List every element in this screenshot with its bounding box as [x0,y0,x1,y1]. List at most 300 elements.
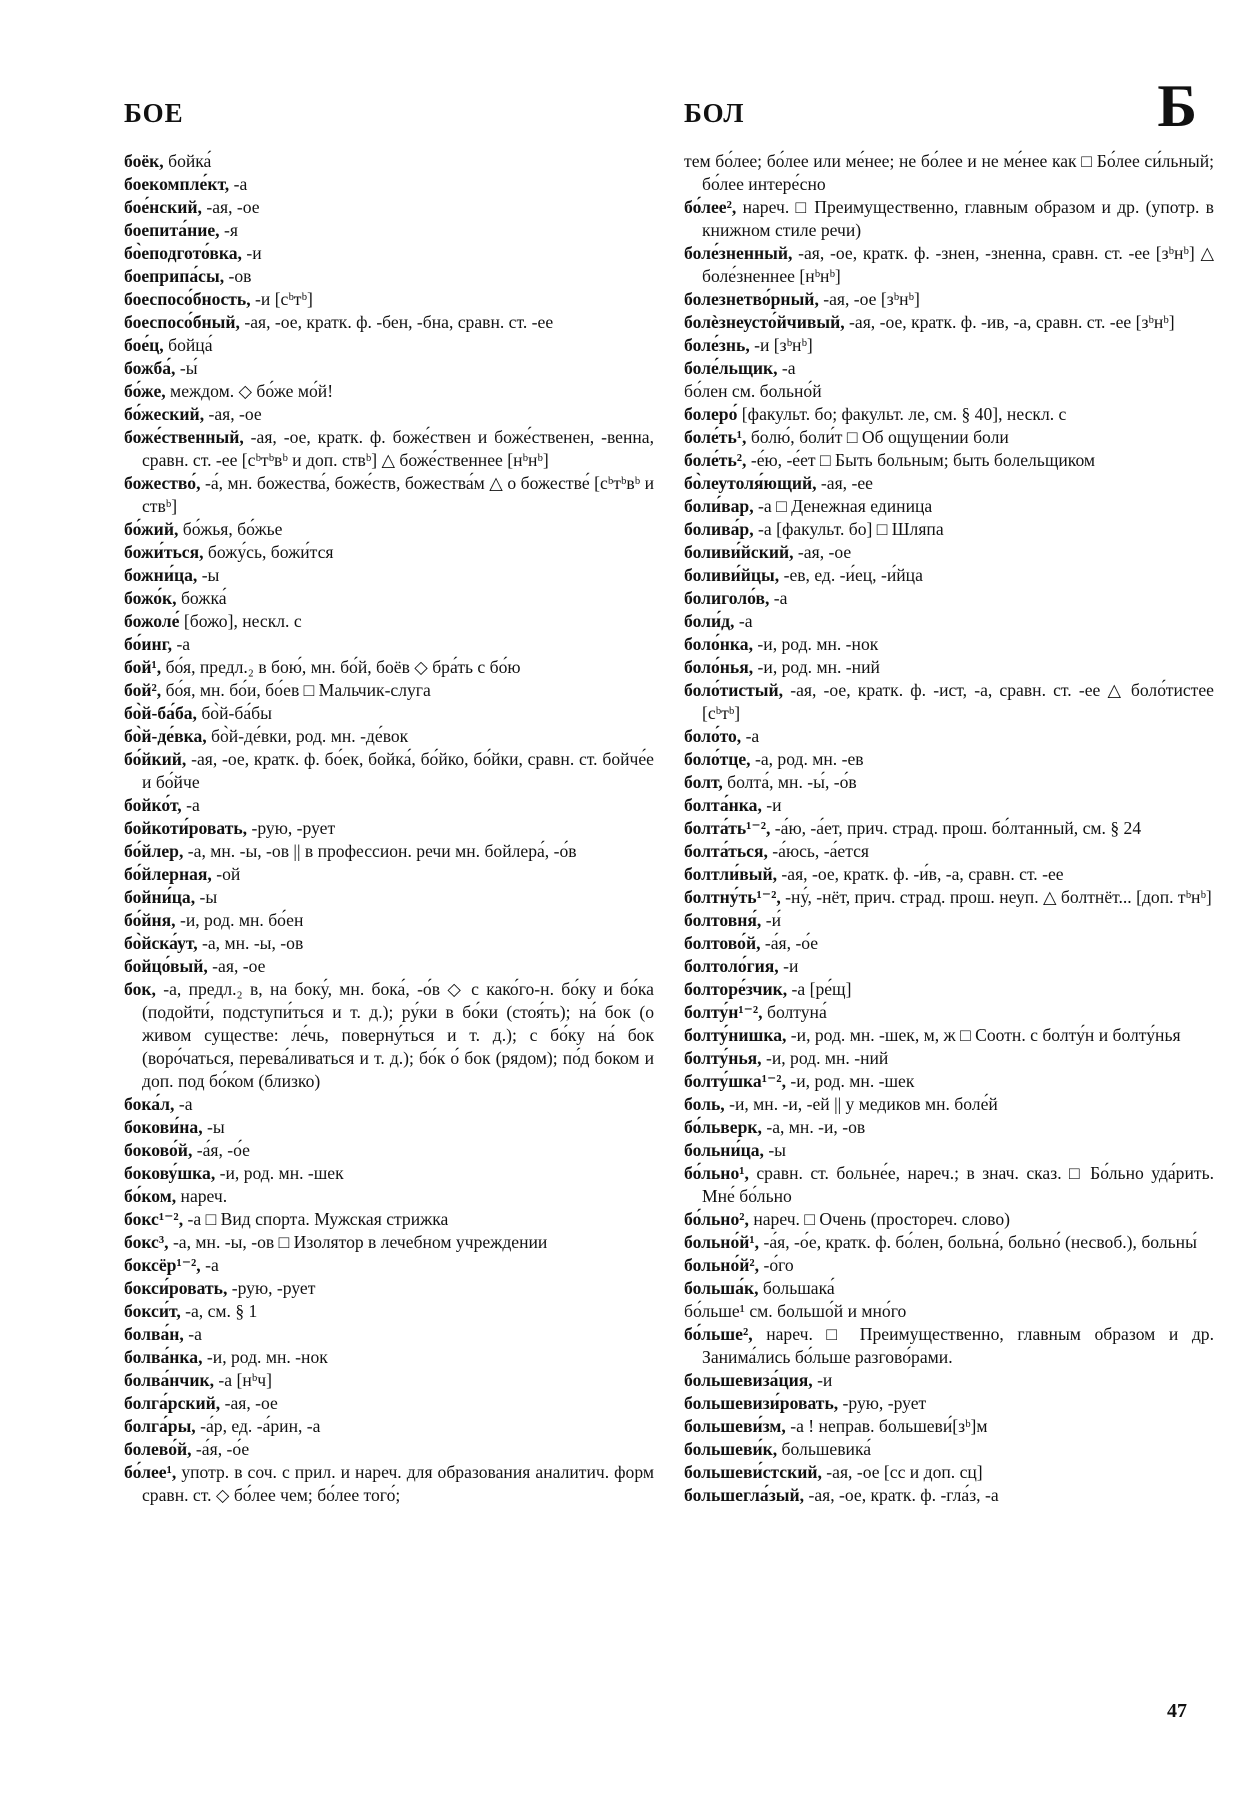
entry-definition: -а [174,1094,193,1114]
entry-definition: -ая, -ое [204,404,262,424]
dictionary-entry [124,1392,654,1415]
entry-definition: -а [172,634,191,654]
entry-definition: бойка́ [163,151,212,171]
dictionary-entry [684,978,1214,1001]
dictionary-entry [684,1024,1214,1047]
dictionary-entry [124,978,654,1093]
headword: большевиза́ция, [684,1370,813,1390]
entry-definition: -а, мн. -ы, -ов [197,933,304,953]
headword: болва́н, [124,1324,184,1344]
headword: бое́нский, [124,197,202,217]
dictionary-entry [124,1346,654,1369]
headword: боло́тистый, [684,680,784,700]
dictionary-entry [124,1162,654,1185]
headword: божба́, [124,358,176,378]
dictionary-entry [684,955,1214,978]
entry-definition: -ая, -ое, кратк. ф. боже́ствен и боже́ственен, -венна, сравн. ст. -ее [сᵇтᵇвᵇ и доп. ствᵇ] △ боже́ственнее [нᵇнᵇ] [142,427,654,470]
entry-definition: -ов [224,266,252,286]
entry-definition: -а, мн. -и, -ов [761,1117,866,1137]
dictionary-entry [124,725,654,748]
entry-definition: -и [761,795,782,815]
entry-definition: -ой [211,864,241,884]
headword: бо́йлер, [124,841,184,861]
entry-definition: -ы [197,565,220,585]
entry-definition: -ну́, -нёт, прич. страд. прош. неуп. △ болтнёт... [доп. тᵇнᵇ] [780,887,1212,907]
entry-definition: -и, род. мн. -шек [785,1071,915,1091]
headword: божоле́ [124,611,180,631]
dictionary-entry [124,1185,654,1208]
headword: боеспосо́бный, [124,312,240,332]
entry-definition: -рую, -рует [838,1393,927,1413]
headword: бо́инг, [124,634,173,654]
dictionary-entry [684,1231,1214,1254]
dictionary-entry [124,403,654,426]
entry-definition: -я [219,220,238,240]
dictionary-entry [124,150,654,173]
entry-definition: -а [769,588,788,608]
entry-definition: -и [241,243,262,263]
dictionary-entry [684,1208,1214,1231]
page-number: 47 [1167,1700,1187,1722]
headword: боло́нка, [684,634,754,654]
entry-definition: -ая, -ое [201,197,260,217]
headword: болту́нишка, [684,1025,787,1045]
headword: боле́льщик, [684,358,778,378]
entry-definition: божка́ [176,588,227,608]
headword: большегла́зый, [684,1485,805,1505]
entry-definition: -а [ре́щ] [787,979,852,999]
headword: бокси́ровать, [124,1278,228,1298]
headword: бойни́ца, [124,887,196,907]
dictionary-entry [124,1461,654,1507]
dictionary-entry [684,817,1214,840]
headword: болта́ться, [684,841,768,861]
dictionary-entry [684,794,1214,817]
headword: бокови́на, [124,1117,203,1137]
entry-definition: -ая, -ое, кратк. ф. -гла́з, -а [804,1485,999,1505]
entry-definition: божу́сь, божи́тся [203,542,334,562]
headword: бо̀й-ба́ба, [124,703,197,723]
headword: бок, [124,979,156,999]
dictionary-entry [124,564,654,587]
dictionary-entry [124,886,654,909]
entry-definition: -ая, -ое [207,956,266,976]
dictionary-entry [124,472,654,518]
dictionary-entry [684,1070,1214,1093]
entry-definition: -а́я, -о́е [760,933,819,953]
entry-definition: -и, род. мн. -шек [215,1163,344,1183]
entry-definition: -и [зᵇнᵇ] [749,335,813,355]
entry-definition: бо́я, мн. бо́и, бо́ев □ Мальчик-слуга [161,680,431,700]
dictionary-entry [124,541,654,564]
entry-definition: -а [741,726,760,746]
headword: бойко́т, [124,795,182,815]
headword: боло́тце, [684,749,751,769]
entry-definition: бо̀й-ба́бы [196,703,272,723]
headword: бой¹, [124,657,162,677]
headword: болту́н¹⁻², [684,1002,763,1022]
headword: бой², [124,680,162,700]
entry-definition: тем бо́лее; бо́лее или ме́нее; не бо́лее и не ме́нее как □ Бо́лее си́льный; бо́лее интере́сно [684,151,1214,194]
dictionary-entry [124,1323,654,1346]
entry-definition: нареч. □ Преимущественно, главным образом и др. (употр. в книжном стиле речи) [702,197,1214,240]
dictionary-entry [684,357,1214,380]
dictionary-entry [684,1415,1214,1438]
dictionary-entry [684,1047,1214,1070]
headword: болту́нья, [684,1048,762,1068]
dictionary-entry [124,955,654,978]
dictionary-entry [124,932,654,955]
entry-definition: -ая, -ое, кратк. ф. бо́ек, бойка́, бо́йко, бо́йки, сравн. ст. бойче́е и бо́йче [142,749,654,792]
dictionary-entry [684,1438,1214,1461]
entry-definition: -а [183,1324,202,1344]
entry-definition: бо́льше¹ см. большо́й и мно́го [684,1301,907,1321]
entry-definition: -а [нᵇч] [214,1370,272,1390]
entry-definition: -рую, -рует [247,818,336,838]
headword: божество́, [124,473,201,493]
headword: болтли́вый, [684,864,777,884]
headword: бо̀й-де́вка, [124,726,207,746]
dictionary-entry [684,564,1214,587]
headword: болтово́й, [684,933,761,953]
dictionary-entry [124,242,654,265]
headword: болѐзнеусто́йчивый, [684,312,845,332]
headword: бо̀йска́ут, [124,933,198,953]
entry-definition: -и, род. мн. бо́ен [175,910,304,930]
entry-definition: -а [777,358,796,378]
headword: бойкоти́ровать, [124,818,248,838]
headword: болтну́ть¹⁻², [684,887,781,907]
entry-definition: -ая, -ое [793,542,852,562]
dictionary-entry [684,1093,1214,1116]
dictionary-entry [684,1162,1214,1208]
dictionary-entry [684,1001,1214,1024]
entry-definition: большака́ [758,1278,835,1298]
entry-definition: бо̀й-де́вки, род. мн. -де́вок [206,726,409,746]
dictionary-entry [124,265,654,288]
entry-definition: -а [181,795,200,815]
entry-definition: -ы [202,1117,225,1137]
dictionary-entry [684,679,1214,725]
entry-definition: -ая, -ое, кратк. ф. -ист, -а, сравн. ст. -ее △ боло́тистее [сᵇтᵇ] [702,680,1214,723]
dictionary-entry [684,311,1214,334]
entry-definition: бо́жья, бо́жье [178,519,283,539]
entry-definition: -а́р, ед. -а́рин, -а [195,1416,321,1436]
headword: болево́й, [124,1439,192,1459]
headword: боксёр¹⁻², [124,1255,201,1275]
entry-definition: [божо], нескл. с [179,611,302,631]
dictionary-entry [124,1093,654,1116]
dictionary-entry [124,840,654,863]
dictionary-entry [124,196,654,219]
headword: боекомпле́кт, [124,174,230,194]
entry-definition: нареч. □ Преимущественно, главным образом и др. Занима́лись бо́льше разгово́рами. [702,1324,1214,1367]
entry-definition: употр. в соч. с прил. и нареч. для образования аналитич. форм сравн. ст. ◇ бо́лее чем; бо́лее того́; [142,1462,654,1505]
dictionary-entry [684,656,1214,679]
dictionary-entry [124,587,654,610]
dictionary-entry [124,702,654,725]
headword: болта́нка, [684,795,762,815]
entry-definition: -ая, -ее [816,473,873,493]
dictionary-entry [124,1254,654,1277]
dictionary-entry [684,1300,1214,1323]
entry-definition: -ая, -ое, кратк. ф. -знен, -зненна, сравн. ст. -ее [зᵇнᵇ] △ боле́зненнее [нᵇнᵇ] [702,243,1214,286]
headword: болту́шка¹⁻², [684,1071,786,1091]
headword: больша́к, [684,1278,759,1298]
dictionary-entry [684,932,1214,955]
entry-definition: -ая, -ое [зᵇнᵇ] [818,289,920,309]
headword: боепита́ние, [124,220,220,240]
entry-definition: -е́ю, -е́ет □ Быть больным; быть болельщиком [746,450,1096,470]
entry-definition: -ая, -ое, кратк. ф. -бен, -бна, сравн. ст. -ее [239,312,554,332]
dictionary-entry [124,817,654,840]
dictionary-entry [684,1254,1214,1277]
dictionary-entry [684,1461,1214,1484]
headword: болиголо́в, [684,588,770,608]
dictionary-entry [124,1231,654,1254]
headword: божи́ться, [124,542,204,562]
entry-definition: -ев, ед. -и́ец, -и́йца [779,565,923,585]
dictionary-entry [684,633,1214,656]
headword: болга́ры, [124,1416,196,1436]
entry-definition: бо́я, предл.₂ в бою́, мн. бо́й, боёв ◇ бра́ть с бо́ю [161,657,521,677]
dictionary-entry [124,1300,654,1323]
dictionary-entry [124,1369,654,1392]
dictionary-entry [684,909,1214,932]
dictionary-entry [124,679,654,702]
entry-definition: -рую, -рует [227,1278,316,1298]
entry-definition: -и, род. мн. -нок [753,634,879,654]
dictionary-entry [684,1392,1214,1415]
headword: боливи́йский, [684,542,794,562]
dictionary-entry [124,633,654,656]
dictionary-entry [124,794,654,817]
entry-definition: -и́ [761,910,782,930]
dictionary-entry [124,219,654,242]
headword: бо́жий, [124,519,179,539]
headword: большевизи́ровать, [684,1393,839,1413]
dictionary-entry [124,656,654,679]
dictionary-entry [124,1208,654,1231]
headword: бо́ком, [124,1186,177,1206]
entry-definition: болю́, боли́т □ Об ощущении боли [746,427,1009,447]
entry-definition: -а [229,174,248,194]
dictionary-entry [684,840,1214,863]
entry-definition: сравн. ст. больне́е, нареч.; в знач. сказ. □ Бо́льно уда́рить. Мне́ бо́льно [702,1163,1214,1206]
entry-definition: -а́я, -о́е, кратк. ф. бо́лен, больна́, больно́ (несвоб.), больны́ [759,1232,1197,1252]
headword: бо́жеский, [124,404,205,424]
dictionary-entry [684,886,1214,909]
entry-definition: -ая, -ое [сс и доп. сц] [821,1462,983,1482]
entry-definition: -а, предл.₂ в, на боку́, мн. бока́, -о́в ◇ с како́го-н. бо́ку и бо́ка (подойти́, подступи́ться и т. д.); ру́ки в бо́ки (стоя́ть); на́ бок (о живом существе: ле́чь, поверну́ться и т. д.); с бо́ку на́ бок (воро́чаться, перева́ливаться и т. д.); бо́к о́ бок (рядом); по́д боком и доп. под бо́ком (близко) [142,979,654,1091]
dictionary-entry [684,426,1214,449]
headword: боло́нья, [684,657,754,677]
dictionary-entry [124,1415,654,1438]
entry-definition: -а □ Денежная единица [753,496,933,516]
dictionary-entry [124,909,654,932]
dictionary-entry [124,357,654,380]
entry-definition: бойца́ [163,335,213,355]
entry-definition: -а, мн. -ы, -ов || в профессион. речи мн. бойлера́, -о́в [183,841,577,861]
headword: бокси́т, [124,1301,181,1321]
entry-definition: нареч. □ Очень (простореч. слово) [748,1209,1010,1229]
headword: боково́й, [124,1140,193,1160]
headword: боли́д, [684,611,735,631]
headword: болта́ть¹⁻², [684,818,771,838]
entry-definition: -а́я, -о́е [192,1140,250,1160]
entry-definition: -а́ю, -а́ет, прич. страд. прош. бо́лтанный, см. § 24 [770,818,1142,838]
dictionary-entry [124,1116,654,1139]
dictionary-entry [124,173,654,196]
dictionary-entry [124,288,654,311]
headword: бойцо́вый, [124,956,208,976]
headword: болива́р, [684,519,754,539]
headword: болт, [684,772,723,792]
dictionary-entry [684,1369,1214,1392]
dictionary-entry [124,1277,654,1300]
dictionary-entry [684,748,1214,771]
entry-definition: -а, см. § 1 [180,1301,258,1321]
left-column [124,150,654,1507]
entry-definition: междом. ◇ бо́же мо́й! [165,381,334,401]
entry-definition: -а □ Вид спорта. Мужская стрижка [183,1209,449,1229]
entry-definition: -а [200,1255,219,1275]
dictionary-entry [684,771,1214,794]
entry-definition: большевика́ [777,1439,872,1459]
dictionary-entry [684,449,1214,472]
headword: боеприпа́сы, [124,266,225,286]
entry-definition: -а [734,611,753,631]
headword: бокову́шка, [124,1163,216,1183]
headword: боеспосо́бность, [124,289,251,309]
entry-definition: -а, мн. -ы, -ов □ Изолятор в лечебном учреждении [168,1232,548,1252]
headword: болва́нчик, [124,1370,215,1390]
entry-definition: болта́, мн. -ы́, -о́в [722,772,857,792]
headword: боли́вар, [684,496,754,516]
entry-definition: -ая, -ое, кратк. ф. -и́в, -а, сравн. ст. -ее [777,864,1064,884]
dictionary-entry [684,1139,1214,1162]
headword: божни́ца, [124,565,198,585]
dictionary-entry [684,150,1214,196]
headword: больни́ца, [684,1140,764,1160]
dictionary-entry [684,863,1214,886]
dictionary-entry [124,518,654,541]
headword: болва́нка, [124,1347,203,1367]
entry-definition: -а́, мн. божества́, боже́ств, божества́м △ о божестве́ [сᵇтᵇвᵇ и ствᵇ] [142,473,654,516]
entry-definition: нареч. [176,1186,228,1206]
entry-definition: [факульт. бо; факульт. ле, см. § 40], нескл. с [737,404,1067,424]
right-column [684,150,1214,1507]
headword: боле́ть², [684,450,747,470]
entry-definition: -а, род. мн. -ев [750,749,864,769]
running-head-left: БОЕ [124,98,184,128]
dictionary-entry [124,1438,654,1461]
dictionary-entry [124,1139,654,1162]
headword: бока́л, [124,1094,175,1114]
dictionary-entry [124,380,654,403]
dictionary-entry [124,863,654,886]
headword: бо́льверк, [684,1117,762,1137]
dictionary-entry [124,311,654,334]
dictionary-entry [684,610,1214,633]
dictionary-entry [684,334,1214,357]
dictionary-entry [684,725,1214,748]
headword: бокс³, [124,1232,169,1252]
dictionary-entry [124,748,654,794]
dictionary-entry [124,334,654,357]
headword: больно́й², [684,1255,760,1275]
headword: боло́то, [684,726,742,746]
dictionary-entry [684,196,1214,242]
running-head-right: БОЛ [684,98,745,128]
dictionary-entry [124,426,654,472]
headword: боливи́йцы, [684,565,780,585]
dictionary-entry [684,1323,1214,1369]
headword: болтовня́, [684,910,762,930]
entry-definition: -ы́ [175,358,198,378]
entry-definition: -ы [195,887,218,907]
entry-definition: -и [778,956,799,976]
headword: большеви́зм, [684,1416,786,1436]
dictionary-entry [684,403,1214,426]
entry-definition: -ы [763,1140,786,1160]
headword: болеро́ [684,404,738,424]
headword: болторе́зчик, [684,979,788,999]
dictionary-entry [124,610,654,633]
dictionary-entry [684,1116,1214,1139]
headword: болга́рский, [124,1393,221,1413]
headword: бо́йня, [124,910,176,930]
headword: бо́льно², [684,1209,749,1229]
entry-definition: -а́юсь, -а́ется [767,841,869,861]
entry-definition: -и, мн. -и, -ей || у медиков мн. боле́й [724,1094,998,1114]
headword: бокс¹⁻², [124,1209,184,1229]
headword: большеви́к, [684,1439,778,1459]
dictionary-entry [684,380,1214,403]
entry-definition: -и, род. мн. -ний [753,657,880,677]
dictionary-entry [684,518,1214,541]
entry-definition: -ая, -ое, кратк. ф. -ив, -а, сравн. ст. -ее [зᵇнᵇ] [844,312,1175,332]
headword: большеви́стский, [684,1462,822,1482]
dictionary-entry [684,472,1214,495]
headword: боль, [684,1094,725,1114]
headword: божо́к, [124,588,177,608]
headword: больно́й¹, [684,1232,760,1252]
headword: боле́зненный, [684,243,793,263]
dictionary-entry [684,587,1214,610]
entry-definition: -а ! неправ. большеви́[зᵇ]м [785,1416,988,1436]
entry-definition: бо́лен см. больно́й [684,381,822,401]
entry-definition: -о́го [759,1255,794,1275]
headword: бо́льше², [684,1324,753,1344]
dictionary-entry [684,242,1214,288]
entry-definition: -а́я, -о́е [191,1439,250,1459]
dictionary-entry [684,1277,1214,1300]
entry-definition: -и [сᵇтᵇ] [250,289,313,309]
dictionary-entry [684,541,1214,564]
entry-definition: -и, род. мн. -ний [761,1048,889,1068]
entry-definition: болтуна́ [762,1002,827,1022]
headword: бо̀леутоля́ющий, [684,473,817,493]
headword: бое́ц, [124,335,164,355]
headword: бо́лее¹, [124,1462,177,1482]
section-letter: Б [1157,73,1197,139]
headword: боле́ть¹, [684,427,747,447]
headword: бо́йкий, [124,749,187,769]
entry-definition: -ая, -ое [220,1393,278,1413]
dictionary-entry [684,495,1214,518]
headword: болезнетво́рный, [684,289,819,309]
